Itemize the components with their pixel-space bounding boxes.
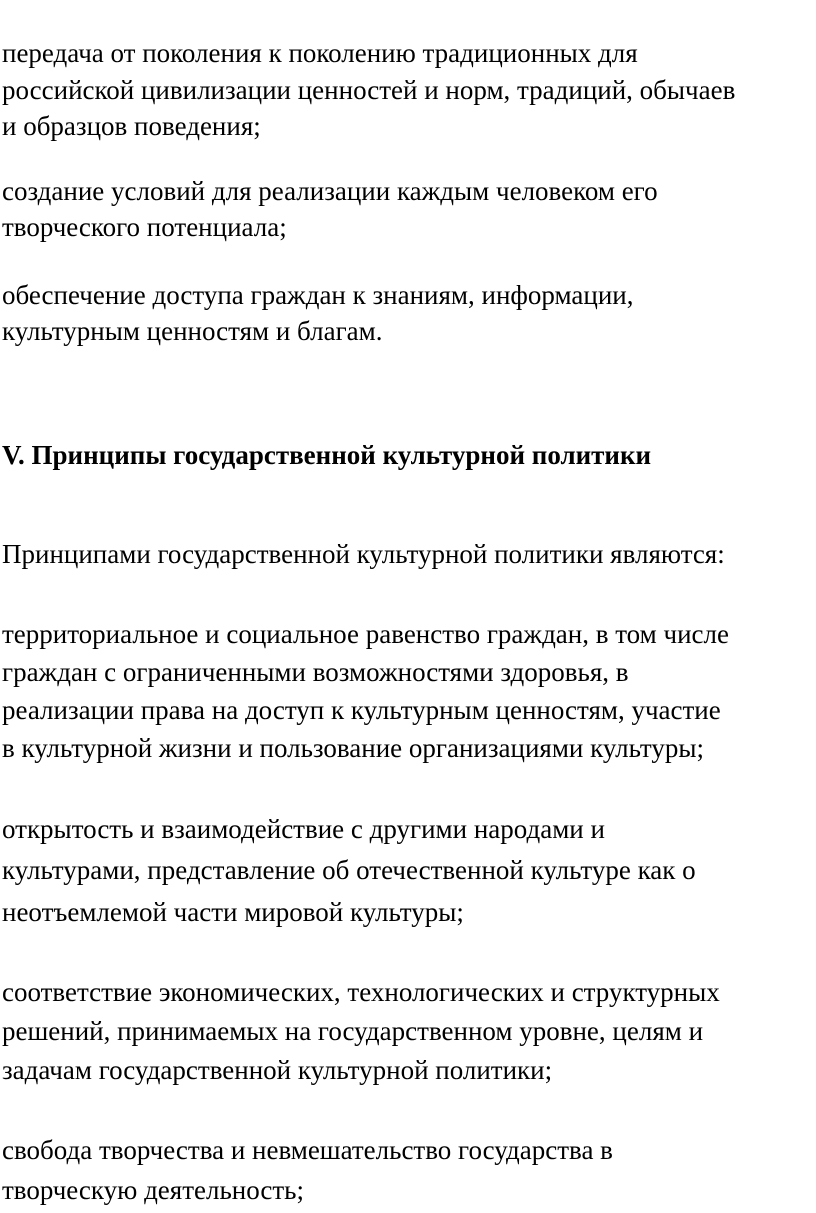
text-line: обеспечение доступа граждан к знаниям, информации, <box>2 280 634 310</box>
text-line: творческого потенциала; <box>2 212 287 242</box>
text-line: в культурной жизни и пользование организациями культуры; <box>2 733 705 763</box>
section-heading: V. Принципы государственной культурной политики <box>2 440 652 470</box>
text-line: создание условий для реализации каждым человеком его <box>2 176 658 206</box>
text-line: реализации права на доступ к культурным ценностям, участие <box>2 695 721 725</box>
text-line: граждан с ограниченными возможностями здоровья, в <box>2 657 629 687</box>
text-line: соответствие экономических, технологических и структурных <box>2 977 720 1007</box>
intro-line: Принципами государственной культурной политики являются: <box>2 539 725 569</box>
text-line: и образцов поведения; <box>2 111 261 141</box>
text-line: неотъемлемой части мировой культуры; <box>2 897 464 927</box>
text-line: территориальное и социальное равенство граждан, в том числе <box>2 619 729 649</box>
text-line: свобода творчества и невмешательство государства в <box>2 1135 613 1165</box>
text-line: открытость и взаимодействие с другими народами и <box>2 814 605 844</box>
text-line: культурами, представление об отечественной культуре как о <box>2 855 696 885</box>
text-line: российской цивилизации ценностей и норм, традиций, обычаев <box>2 75 736 105</box>
text-line: культурным ценностям и благам. <box>2 316 383 346</box>
text-line: задачам государственной культурной политики; <box>2 1055 553 1085</box>
text-line: творческую деятельность; <box>2 1175 304 1205</box>
text-line: передача от поколения к поколению традиционных для <box>2 38 638 68</box>
text-line: решений, принимаемых на государственном уровне, целям и <box>2 1016 704 1046</box>
